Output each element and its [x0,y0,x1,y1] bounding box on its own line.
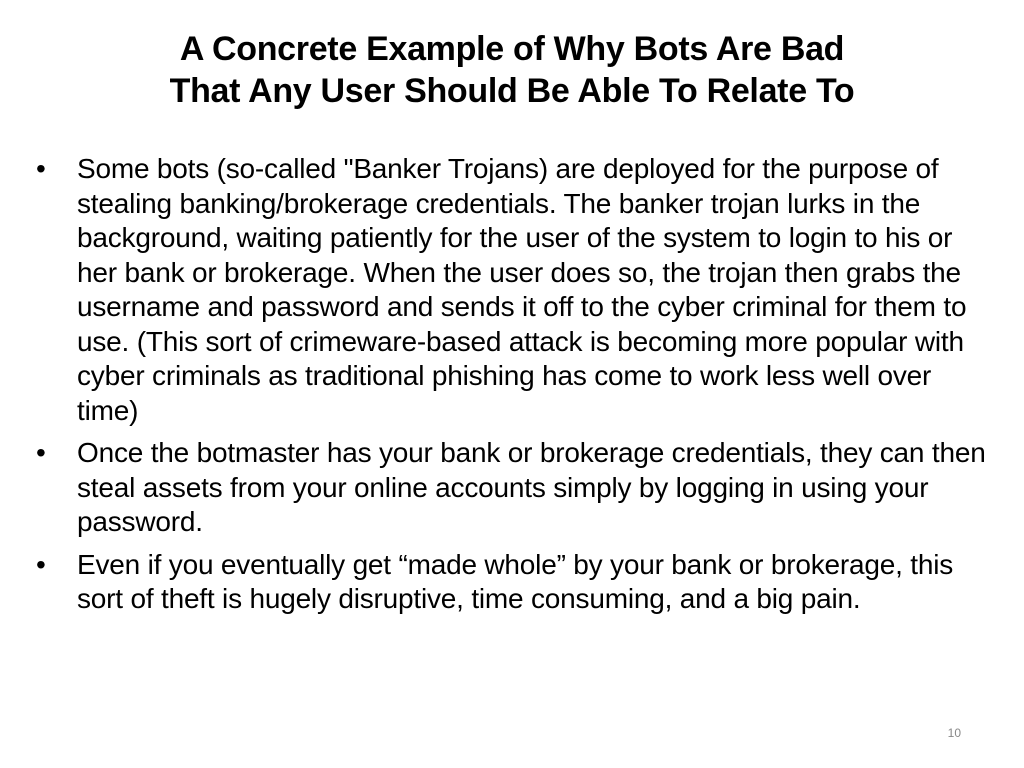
bullet-marker: • [36,548,46,580]
bullet-marker: • [36,437,46,468]
bullet-item [36,548,996,617]
slide-title [40,28,984,112]
title-line-1: A Concrete Example of Why Bots Are Bad [179,30,845,68]
title-line-2: That Any User Should Be Able To Relate To [169,72,855,110]
bullet-marker: • [36,153,46,184]
bullet-text: Some bots (so-called "Banker Trojans) are deployed for the purpose of stealing banking/brokerage credentials. The banker trojan lurks in the background, waiting patiently for the user of the system to login to his or her bank or brokerage. When the user does so, the trojan then grabs the username and password and sends it off to the cyber criminal for them to use. (This sort of crimeware-based attack is becoming more popular with cyber criminals as traditional phishing has come to work less well over time) [77,153,967,426]
bullet-item [36,436,996,540]
slide-number: 10 [947,726,961,740]
bullet-item [36,152,996,428]
bullet-text: Even if you eventually get “made whole” by your bank or brokerage, this sort of theft is hugely disruptive, time consuming, and a big pain. [77,548,954,614]
bullet-list [36,152,996,625]
bullet-text: Once the botmaster has your bank or brokerage credentials, they can then steal assets from your online accounts simply by logging in using your password. [77,437,986,537]
